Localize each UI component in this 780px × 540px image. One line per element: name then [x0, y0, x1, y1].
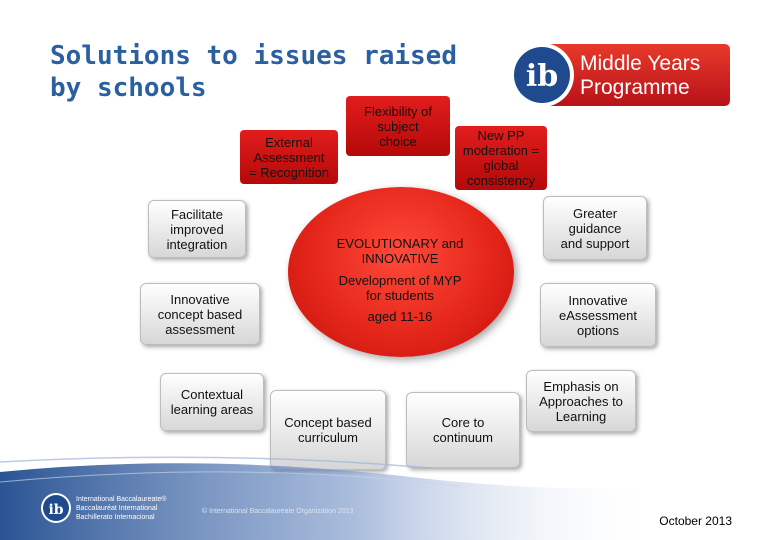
box-facilitate: Facilitate improved integration: [148, 200, 246, 258]
ib-org-line3: Bachillerato Internacional: [76, 514, 155, 521]
box-contextual: Contextual learning areas: [160, 373, 264, 431]
central-oval: [288, 187, 514, 357]
box-new-pp: New PP moderation = global consistency: [455, 126, 547, 190]
center-age: aged 11-16: [367, 309, 433, 324]
box-external-assessment: External Assessment = Recognition: [240, 130, 338, 184]
ib-org-line2: Baccalauréat International: [76, 505, 158, 512]
svg-text:ib: ib: [48, 502, 64, 518]
box-emphasis: Emphasis on Approaches to Learning: [526, 370, 636, 432]
ib-organization-logo: [40, 490, 200, 526]
box-greater-guidance: Greater guidance and support: [543, 196, 647, 260]
box-core: Core to continuum: [406, 392, 520, 468]
ib-letters: ib: [525, 59, 559, 94]
logo-line2: Programme: [580, 76, 690, 99]
ib-org-line1: International Baccalaureate®: [76, 496, 167, 503]
box-innovative-eassessment: Innovative eAssessment options: [540, 283, 656, 347]
center-subtitle: Development of MYP for students: [338, 273, 462, 303]
box-concept-curriculum: Concept based curriculum: [270, 390, 386, 470]
box-innovative-concept: Innovative concept based assessment: [140, 283, 260, 345]
slide-title: Solutions to issues raised by schools: [50, 41, 457, 103]
date-label: October 2013: [659, 514, 732, 528]
box-flexibility: Flexibility of subject choice: [346, 96, 450, 156]
copyright-text: © International Baccalaureate Organization 2013: [202, 508, 354, 515]
center-title: EVOLUTIONARY and INNOVATIVE: [336, 236, 464, 266]
mypp-logo: [508, 42, 732, 108]
logo-line1: Middle Years: [580, 52, 701, 75]
